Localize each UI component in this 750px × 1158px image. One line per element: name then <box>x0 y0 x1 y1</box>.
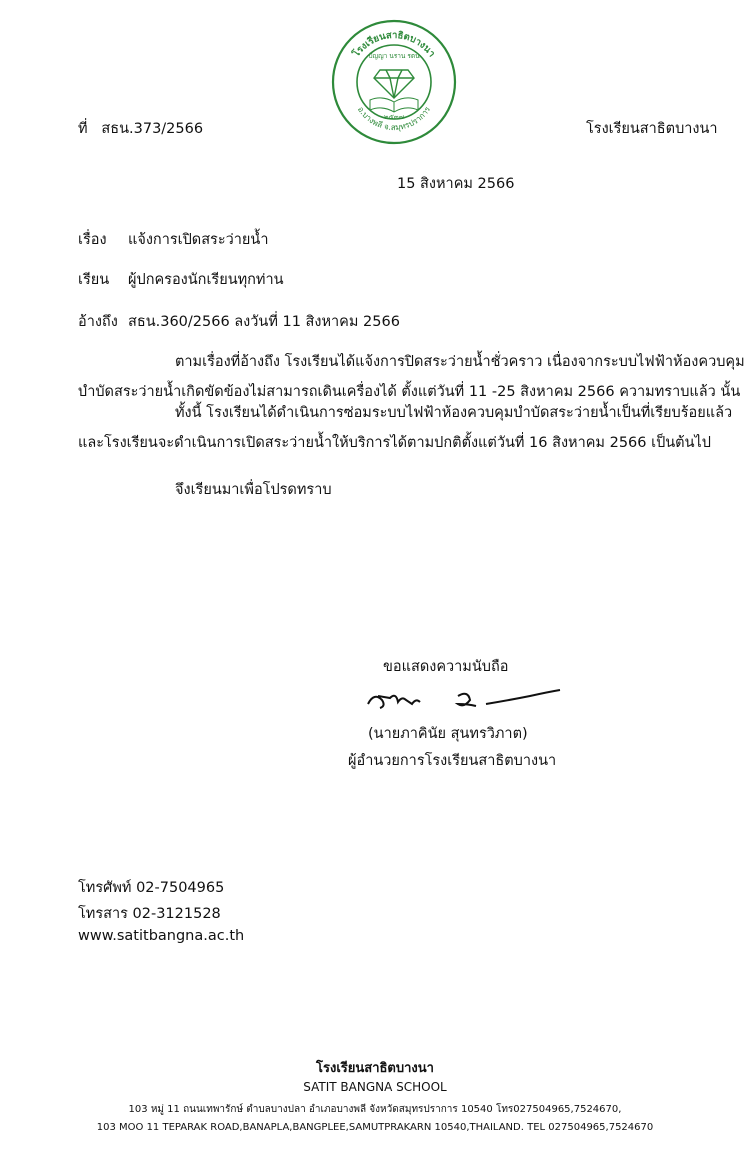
recipient-label: เรียน <box>78 272 110 288</box>
contact-phone: โทรศัพท์ 02-7504965 <box>78 880 225 896</box>
body-paragraph-2 <box>78 398 733 458</box>
paragraph-2-line-2: และโรงเรียนจะดำเนินการเปิดสระว่ายน้ำให้บริการได้ตามปกติตั้งแต่วันที่ 16 สิงหาคม 2566 เป็นต้นไป <box>78 435 712 451</box>
recipient-text: ผู้ปกครองนักเรียนทุกท่าน <box>128 272 284 288</box>
diamond-icon <box>374 70 414 98</box>
seal-year: ๒๕๓๗ <box>384 113 404 121</box>
handwritten-signature <box>360 682 570 716</box>
closing-salutation: ขอแสดงความนับถือ <box>383 659 509 675</box>
paragraph-1-line-1: ตามเรื่องที่อ้างถึง โรงเรียนได้แจ้งการปิดสระว่ายน้ำชั่วคราว เนื่องจากระบบไฟฟ้าห้องควบคุม <box>175 354 745 370</box>
footer-address-th: 103 หมู่ 11 ถนนเทพารักษ์ ตำบลบางปลา อำเภอบางพลี จังหวัดสมุทรปราการ 10540 โทร027504965,7524670, <box>128 1104 622 1115</box>
seal-text-bottom: อ.บางพลี จ.สมุทรปราการ <box>355 105 433 133</box>
seal-text-top: โรงเรียนสาธิตบางนา <box>350 29 438 60</box>
reference-text: สธน.360/2566 ลงวันที่ 11 สิงหาคม 2566 <box>128 314 400 330</box>
signer-title: ผู้อำนวยการโรงเรียนสาธิตบางนา <box>348 753 557 769</box>
footer-address-en: 103 MOO 11 TEPARAK ROAD,BANAPLA,BANGPLEE,SAMUTPRAKARN 10540,THAILAND. TEL 027504965,7524670 <box>96 1122 654 1133</box>
contact-website[interactable]: www.satitbangna.ac.th <box>78 928 245 944</box>
footer-school-name-th: โรงเรียนสาธิตบางนา <box>316 1061 434 1076</box>
seal-motto: ปัญญา นราน รตน <box>368 52 420 60</box>
paragraph-1-line-2: บำบัดสระว่ายน้ำเกิดขัดข้องไม่สามารถเดินเครื่องได้ ตั้งแต่วันที่ 11 -25 สิงหาคม 2566 ความทราบแล้ว นั้น <box>78 384 741 400</box>
reference-number <box>78 117 203 140</box>
reference-number-value: สธน.373/2566 <box>101 121 204 137</box>
letter-date: 15 สิงหาคม 2566 <box>397 176 515 192</box>
subject-text: แจ้งการเปิดสระว่ายน้ำ <box>128 232 269 248</box>
subject-label: เรื่อง <box>78 232 107 248</box>
footer-school-name-en: SATIT BANGNA SCHOOL <box>303 1080 447 1094</box>
closing-request: จึงเรียนมาเพื่อโปรดทราบ <box>175 482 332 498</box>
paragraph-2-line-1: ทั้งนี้ โรงเรียนได้ดำเนินการซ่อมระบบไฟฟ้าห้องควบคุมบำบัดสระว่ายน้ำเป็นที่เรียบร้อยแล้ว <box>175 405 733 421</box>
school-seal-logo <box>330 18 458 146</box>
reference-number-label: ที่ <box>78 121 88 137</box>
open-book-icon <box>370 98 418 112</box>
signer-name: (นายภาคินัย สุนทรวิภาต) <box>368 726 528 742</box>
contact-fax: โทรสาร 02-3121528 <box>78 906 221 922</box>
reference-label: อ้างถึง <box>78 314 118 330</box>
school-name-header: โรงเรียนสาธิตบางนา <box>586 121 718 137</box>
